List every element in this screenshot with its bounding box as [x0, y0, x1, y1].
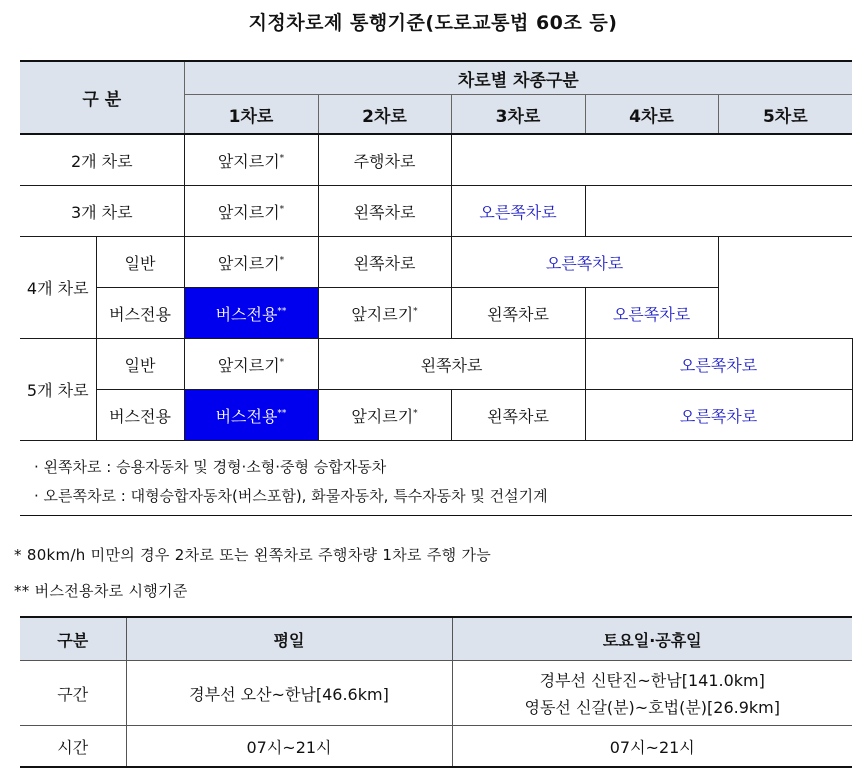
cell-4lg-lane2: 왼쪽차로 — [318, 237, 451, 288]
lane-rules-table-wrap — [20, 60, 852, 441]
row-label-5-lanes: 5개 차로 — [20, 339, 96, 441]
row-label-2-lanes: 2개 차로 — [20, 134, 184, 186]
row-sub-4l-bus: 버스전용 — [96, 288, 184, 339]
cell-5lb-lane2: 앞지르기* — [318, 390, 451, 441]
cell-5lg-lane45: 오른쪽차로 — [585, 339, 852, 390]
category-header: 구 분 — [20, 61, 184, 134]
cell-4lb-lane3: 왼쪽차로 — [451, 288, 585, 339]
schedule-time-weekday: 07시~21시 — [126, 726, 452, 768]
row-sub-5l-general: 일반 — [96, 339, 184, 390]
cell-4lb-lane1-bus-only: 버스전용** — [184, 288, 318, 339]
schedule-section-label: 구간 — [20, 661, 126, 726]
lane-3-header: 3차로 — [451, 95, 585, 135]
lane-rules-table — [20, 60, 853, 441]
lane-5-header: 5차로 — [718, 95, 852, 135]
footnote-single-star: * 80km/h 미만의 경우 2차로 또는 왼쪽차로 주행차량 1차로 주행 가능 — [14, 546, 492, 564]
cell-5lg-lane23: 왼쪽차로 — [318, 339, 585, 390]
lane-1-header: 1차로 — [184, 95, 318, 135]
weekend-section-line-1: 경부선 신탄진~한남[141.0km] — [539, 671, 765, 690]
cell-3l-lane1: 앞지르기* — [184, 186, 318, 237]
weekend-section-line-2: 영동선 신갈(분)~호법(분)[26.9km] — [524, 698, 781, 717]
notes-bottom-rule — [20, 515, 852, 516]
cell-4lg-lane1: 앞지르기* — [184, 237, 318, 288]
cell-3l-lane3: 오른쪽차로 — [451, 186, 585, 237]
note-left-lane: · 왼쪽차로 : 승용자동차 및 경형·소형·중형 승합자동차 — [34, 458, 387, 476]
bus-lane-schedule-table — [20, 616, 852, 768]
schedule-header-weekend: 토요일·공휴일 — [452, 617, 852, 661]
schedule-time-weekend: 07시~21시 — [452, 726, 852, 768]
footnote-double-star: ** 버스전용차로 시행기준 — [14, 582, 188, 600]
schedule-header-weekday: 평일 — [126, 617, 452, 661]
schedule-section-weekend — [452, 661, 852, 726]
row-label-4-lanes: 4개 차로 — [20, 237, 96, 339]
cell-2l-lane2: 주행차로 — [318, 134, 451, 186]
schedule-time-label: 시간 — [20, 726, 126, 768]
lane-2-header: 2차로 — [318, 95, 451, 135]
cell-5lg-lane1: 앞지르기* — [184, 339, 318, 390]
cell-2l-lane1: 앞지르기* — [184, 134, 318, 186]
schedule-section-weekday: 경부선 오산~한남[46.6km] — [126, 661, 452, 726]
note-right-lane: · 오른쪽차로 : 대형승합자동차(버스포함), 화물자동차, 특수자동차 및 건설기계 — [34, 487, 548, 505]
row-sub-4l-general: 일반 — [96, 237, 184, 288]
cell-3l-lane2: 왼쪽차로 — [318, 186, 451, 237]
cell-4lg-lane34: 오른쪽차로 — [451, 237, 718, 288]
cell-4lb-lane2: 앞지르기* — [318, 288, 451, 339]
cell-5lb-lane3: 왼쪽차로 — [451, 390, 585, 441]
lanes-group-header: 차로별 차종구분 — [184, 61, 852, 95]
schedule-header-category: 구분 — [20, 617, 126, 661]
page-title: 지정차로제 통행기준(도로교통법 60조 등) — [248, 12, 618, 34]
cell-5lb-lane1-bus-only: 버스전용** — [184, 390, 318, 441]
cell-5lb-lane45: 오른쪽차로 — [585, 390, 852, 441]
cell-4lb-lane4: 오른쪽차로 — [585, 288, 718, 339]
row-label-3-lanes: 3개 차로 — [20, 186, 184, 237]
row-sub-5l-bus: 버스전용 — [96, 390, 184, 441]
lane-4-header: 4차로 — [585, 95, 718, 135]
